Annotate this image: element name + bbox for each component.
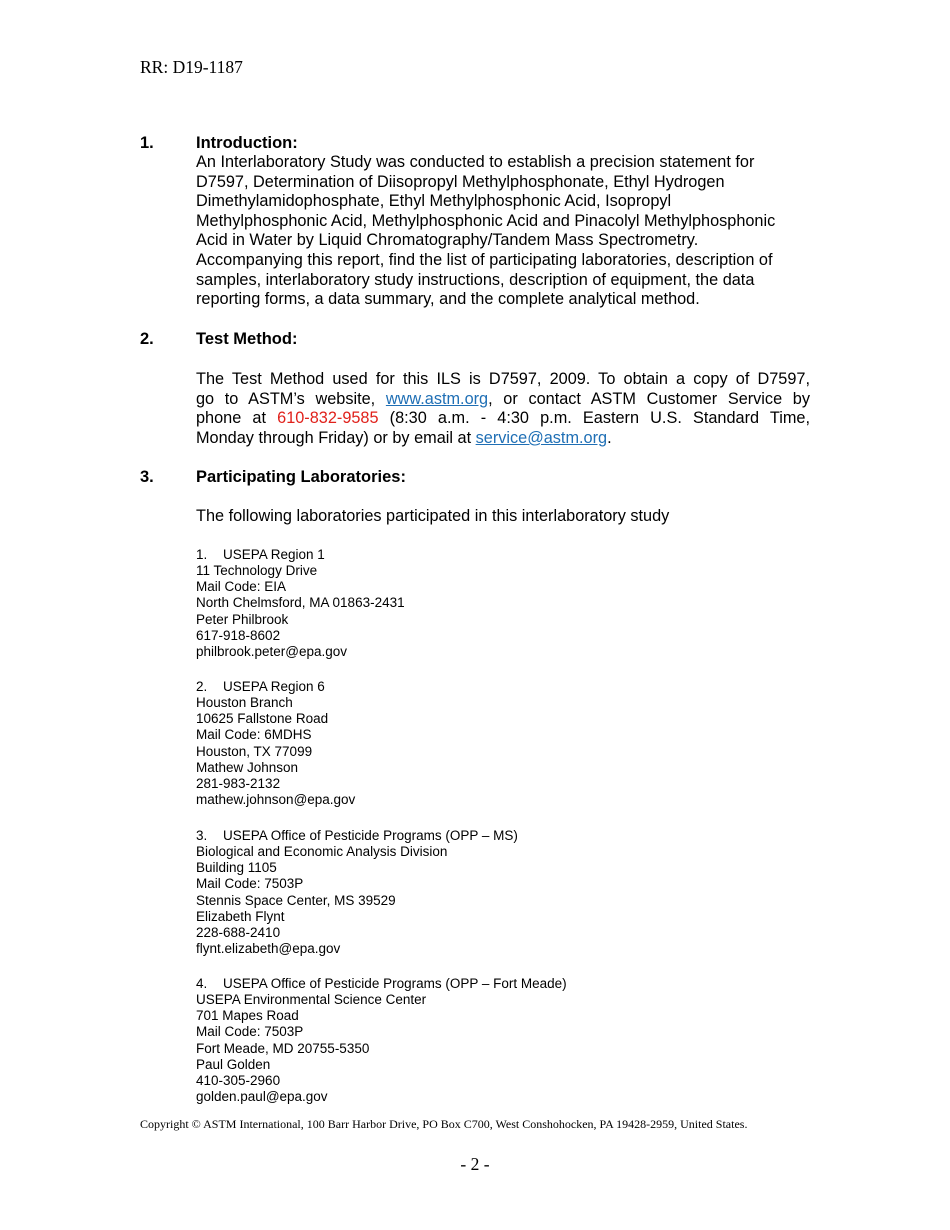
- lab-name: USEPA Office of Pesticide Programs (OPP – Fort Meade): [223, 976, 567, 991]
- section-number: 3.: [140, 468, 154, 486]
- lab-mail-code: Mail Code: EIA: [196, 579, 287, 595]
- laboratory-entry: [196, 547, 405, 660]
- lab-address-line: 10625 Fallstone Road: [196, 711, 329, 727]
- text-segment: .: [607, 428, 612, 447]
- lab-address-line: 11 Technology Drive: [196, 563, 318, 579]
- lab-email: philbrook.peter@epa.gov: [196, 643, 348, 659]
- introduction-paragraph: [196, 153, 811, 310]
- report-id: RR: D19-1187: [140, 57, 243, 77]
- text-segment: Monday through Friday) or by email at: [196, 428, 476, 447]
- text-segment: (8:30 a.m. - 4:30 p.m. Eastern U.S. Standard Time,: [378, 409, 810, 428]
- lab-city-line: Houston, TX 77099: [196, 743, 313, 759]
- paragraph-line: [196, 390, 810, 410]
- lab-heading: [196, 679, 355, 695]
- paragraph-line: An Interlaboratory Study was conducted to establish a precision statement for: [196, 153, 755, 171]
- lab-number: 3.: [196, 828, 208, 843]
- lab-number: 1.: [196, 547, 208, 562]
- paragraph-line: [196, 429, 810, 449]
- lab-address-line: Building 1105: [196, 860, 277, 876]
- lab-contact-name: Elizabeth Flynt: [196, 908, 285, 924]
- lab-city-line: Stennis Space Center, MS 39529: [196, 892, 396, 908]
- lab-email: golden.paul@epa.gov: [196, 1089, 328, 1105]
- text-segment: , or contact ASTM Customer Service by: [488, 389, 810, 408]
- section-title: Participating Laboratories:: [196, 468, 406, 486]
- laboratory-entry: [196, 976, 567, 1105]
- lab-contact-name: Peter Philbrook: [196, 611, 289, 627]
- paragraph-line: D7597, Determination of Diisopropyl Methylphosphonate, Ethyl Hydrogen: [196, 172, 725, 191]
- lab-name: USEPA Region 1: [223, 547, 325, 562]
- lab-phone: 228-688-2410: [196, 924, 281, 940]
- section-introduction: [140, 134, 810, 154]
- lab-heading: [196, 976, 567, 992]
- labs-intro-text: The following laboratories participated in this interlaboratory study: [196, 507, 670, 525]
- section-title: Test Method:: [196, 330, 298, 348]
- lab-address-line: Biological and Economic Analysis Division: [196, 844, 448, 860]
- paragraph-line: Dimethylamidophosphate, Ethyl Methylphosphonic Acid, Isopropyl: [196, 192, 672, 211]
- section-title: Introduction:: [196, 134, 298, 152]
- lab-address-line: Houston Branch: [196, 695, 293, 711]
- laboratory-entry: [196, 679, 355, 808]
- lab-number: 4.: [196, 976, 208, 991]
- lab-heading: [196, 547, 405, 563]
- page-number: - 2 -: [460, 1154, 490, 1174]
- section-number: 2.: [140, 330, 154, 348]
- text-segment: phone at: [196, 409, 278, 428]
- lab-city-line: North Chelmsford, MA 01863-2431: [196, 595, 405, 611]
- lab-number: 2.: [196, 679, 208, 694]
- section-test-method: [140, 330, 810, 350]
- customer-service-phone: 610-832-9585: [277, 409, 379, 428]
- lab-name: USEPA Region 6: [223, 679, 325, 694]
- lab-phone: 410-305-2960: [196, 1072, 281, 1088]
- paragraph-line: reporting forms, a data summary, and the complete analytical method.: [196, 290, 700, 309]
- paragraph-line: samples, interlaboratory study instructions, description of equipment, the data: [196, 270, 755, 289]
- lab-city-line: Fort Meade, MD 20755-5350: [196, 1040, 370, 1056]
- test-method-paragraph: [196, 370, 810, 448]
- lab-phone: 617-918-8602: [196, 627, 281, 643]
- lab-mail-code: Mail Code: 7503P: [196, 1024, 304, 1040]
- section-participating-laboratories: [140, 468, 810, 488]
- section-number: 1.: [140, 134, 154, 152]
- astm-website-link[interactable]: www.astm.org: [385, 389, 489, 408]
- lab-name: USEPA Office of Pesticide Programs (OPP – MS): [223, 828, 518, 843]
- paragraph-line: Acid in Water by Liquid Chromatography/Tandem Mass Spectrometry.: [196, 231, 699, 250]
- laboratory-entry: [196, 828, 518, 957]
- lab-address-line: USEPA Environmental Science Center: [196, 992, 427, 1008]
- lab-contact-name: Paul Golden: [196, 1056, 271, 1072]
- copyright-notice: Copyright © ASTM International, 100 Barr Harbor Drive, PO Box C700, West Conshohocken, PA 19428-2959, United States.: [140, 1117, 748, 1131]
- paragraph-line: The Test Method used for this ILS is D7597, 2009. To obtain a copy of D7597,: [196, 370, 810, 388]
- lab-email: mathew.johnson@epa.gov: [196, 792, 356, 808]
- lab-mail-code: Mail Code: 6MDHS: [196, 727, 312, 743]
- paragraph-line: Methylphosphonic Acid, Methylphosphonic Acid and Pinacolyl Methylphosphonic: [196, 211, 776, 230]
- lab-heading: [196, 828, 518, 844]
- text-segment: go to ASTM’s website,: [196, 389, 386, 408]
- paragraph-line: Accompanying this report, find the list of participating laboratories, description of: [196, 250, 773, 269]
- lab-mail-code: Mail Code: 7503P: [196, 876, 304, 892]
- service-email-link[interactable]: service@astm.org: [475, 428, 608, 447]
- lab-contact-name: Mathew Johnson: [196, 759, 299, 775]
- lab-phone: 281-983-2132: [196, 775, 281, 791]
- paragraph-line: [196, 409, 810, 429]
- lab-email: flynt.elizabeth@epa.gov: [196, 941, 341, 957]
- lab-address-line: 701 Mapes Road: [196, 1008, 299, 1024]
